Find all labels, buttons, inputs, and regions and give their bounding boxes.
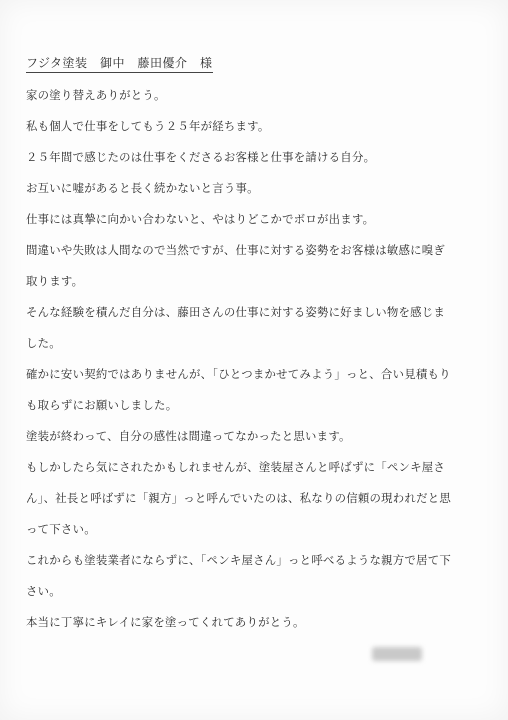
letter-line: 取ります。	[26, 274, 84, 288]
letter-line: お互いに嘘があると長く続かないと言う事。	[26, 181, 259, 195]
letter-line: 確かに安い契約ではありませんが、「ひとつまかせてみよう」っと、合い見積もり	[26, 367, 451, 381]
letter-line: 私も個人で仕事をしてもう２５年が経ちます。	[26, 119, 270, 133]
letter-line: 本当に丁寧にキレイに家を塗ってくれてありがとう。	[26, 615, 305, 629]
letter-line: 家の塗り替えありがとう。	[26, 88, 166, 102]
letter-line: 仕事には真摯に向かい合わないと、やはりどこかでボロが出ます。	[26, 212, 375, 226]
letter-line: も取らずにお願いしました。	[26, 398, 178, 412]
letter-salutation: フジタ塗装 御中 藤田優介 様	[26, 54, 213, 73]
letter-line: これからも塗装業者にならずに、「ペンキ屋さん」っと呼べるような親方で居て下	[26, 553, 452, 567]
letter-line: ２５年間で感じたのは仕事をくださるお客様と仕事を請ける自分。	[26, 150, 376, 164]
letter-line: もしかしたら気にされたかもしれませんが、塗装屋さんと呼ばずに「ペンキ屋さ	[26, 460, 446, 474]
letter-line: さい。	[26, 584, 61, 598]
letter-line: 塗装が終わって、自分の感性は間違ってなかったと思います。	[26, 429, 351, 443]
blurred-signature	[372, 647, 422, 661]
letter-body	[26, 80, 486, 638]
letter-line: 間違いや失敗は人間なので当然ですが、仕事に対する姿勢をお客様は敏感に嗅ぎ	[26, 243, 446, 257]
letter-line: そんな経験を積んだ自分は、藤田さんの仕事に対する姿勢に好ましい物を感じま	[26, 305, 446, 319]
letter-line: って下さい。	[26, 522, 96, 536]
letter-line: した。	[26, 336, 61, 350]
letter-line: ん」、社長と呼ばずに「親方」っと呼んでいたのは、私なりの信頼の現われだと思	[26, 491, 452, 505]
